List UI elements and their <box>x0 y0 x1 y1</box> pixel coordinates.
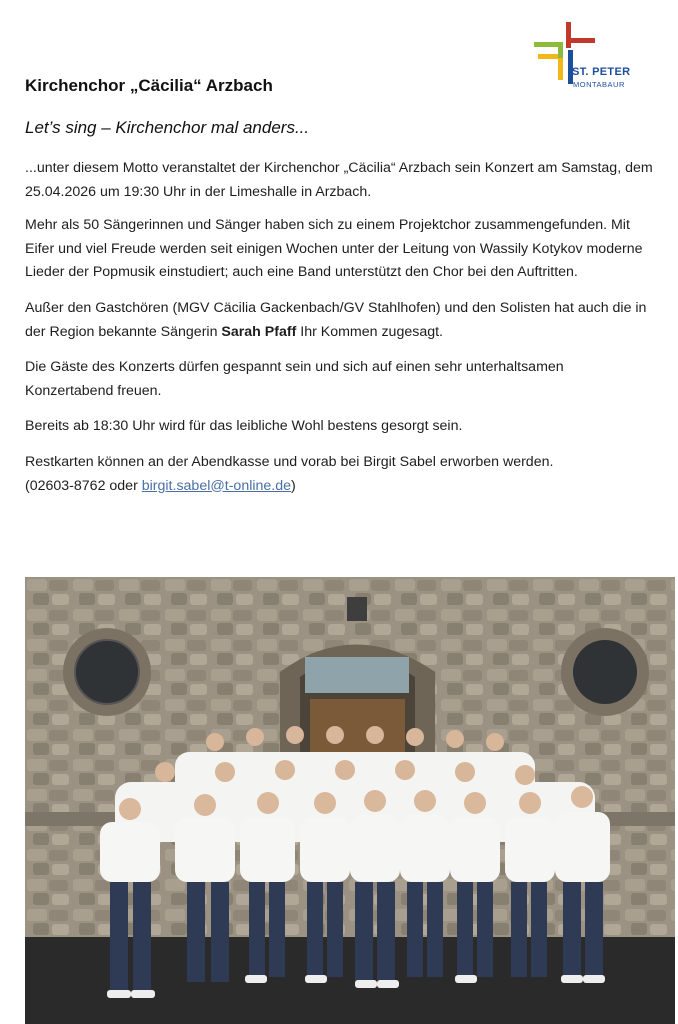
paragraph-guests-text: Außer den Gastchören (MGV Cäcilia Gackenbach/GV Stahlhofen) und den Solisten hat auch die in der Region bekannte Sängerin <box>25 299 647 340</box>
email-link[interactable]: birgit.sabel@t-online.de <box>141 477 292 494</box>
phone-number: (02603-8762 oder <box>25 477 142 494</box>
paragraph-guests <box>25 297 655 344</box>
soloist-name: Sarah Pfaff <box>221 323 297 340</box>
paragraph-catering: Bereits ab 18:30 Uhr wird für das leibliche Wohl bestens gesorgt sein. <box>25 418 463 435</box>
paragraph-intro: ...unter diesem Motto veranstaltet der Kirchenchor „Cäcilia“ Arzbach sein Konzert am Samstag, dem 25.04.2026 um 19:30 Uhr in der Limeshalle in Arzbach. <box>25 160 653 200</box>
logo-text-montabaur: MONTABAUR <box>573 80 625 89</box>
choir-photo <box>25 577 675 1024</box>
page-subtitle: Let’s sing – Kirchenchor mal anders... <box>25 118 310 137</box>
tickets-text: Restkarten können an der Abendkasse und vorab bei Birgit Sabel erworben werden. <box>25 453 554 470</box>
paragraph-expectation: Die Gäste des Konzerts dürfen gespannt sein und sich auf einen sehr unterhaltsamen Konzertabend freuen. <box>25 359 564 399</box>
paragraph-guests-end: Ihr Kommen zugesagt. <box>296 323 443 340</box>
closing-paren: ) <box>291 477 296 494</box>
logo-text-st-peter: ST. PETER <box>572 66 631 78</box>
page-title: Kirchenchor „Cäcilia“ Arzbach <box>25 76 273 95</box>
article-body <box>25 157 655 510</box>
paragraph-project-choir: Mehr als 50 Sängerinnen und Sänger haben sich zu einem Projektchor zusammengefunden. Mit Eifer und viel Freude werden seit einigen Wochen unter der Leitung von Wassily Kotykov moderne Lieder der Popmusik einstudiert; auch eine Band unterstützt den Chor bei den Auftritten. <box>25 217 643 281</box>
paragraph-tickets <box>25 451 655 498</box>
